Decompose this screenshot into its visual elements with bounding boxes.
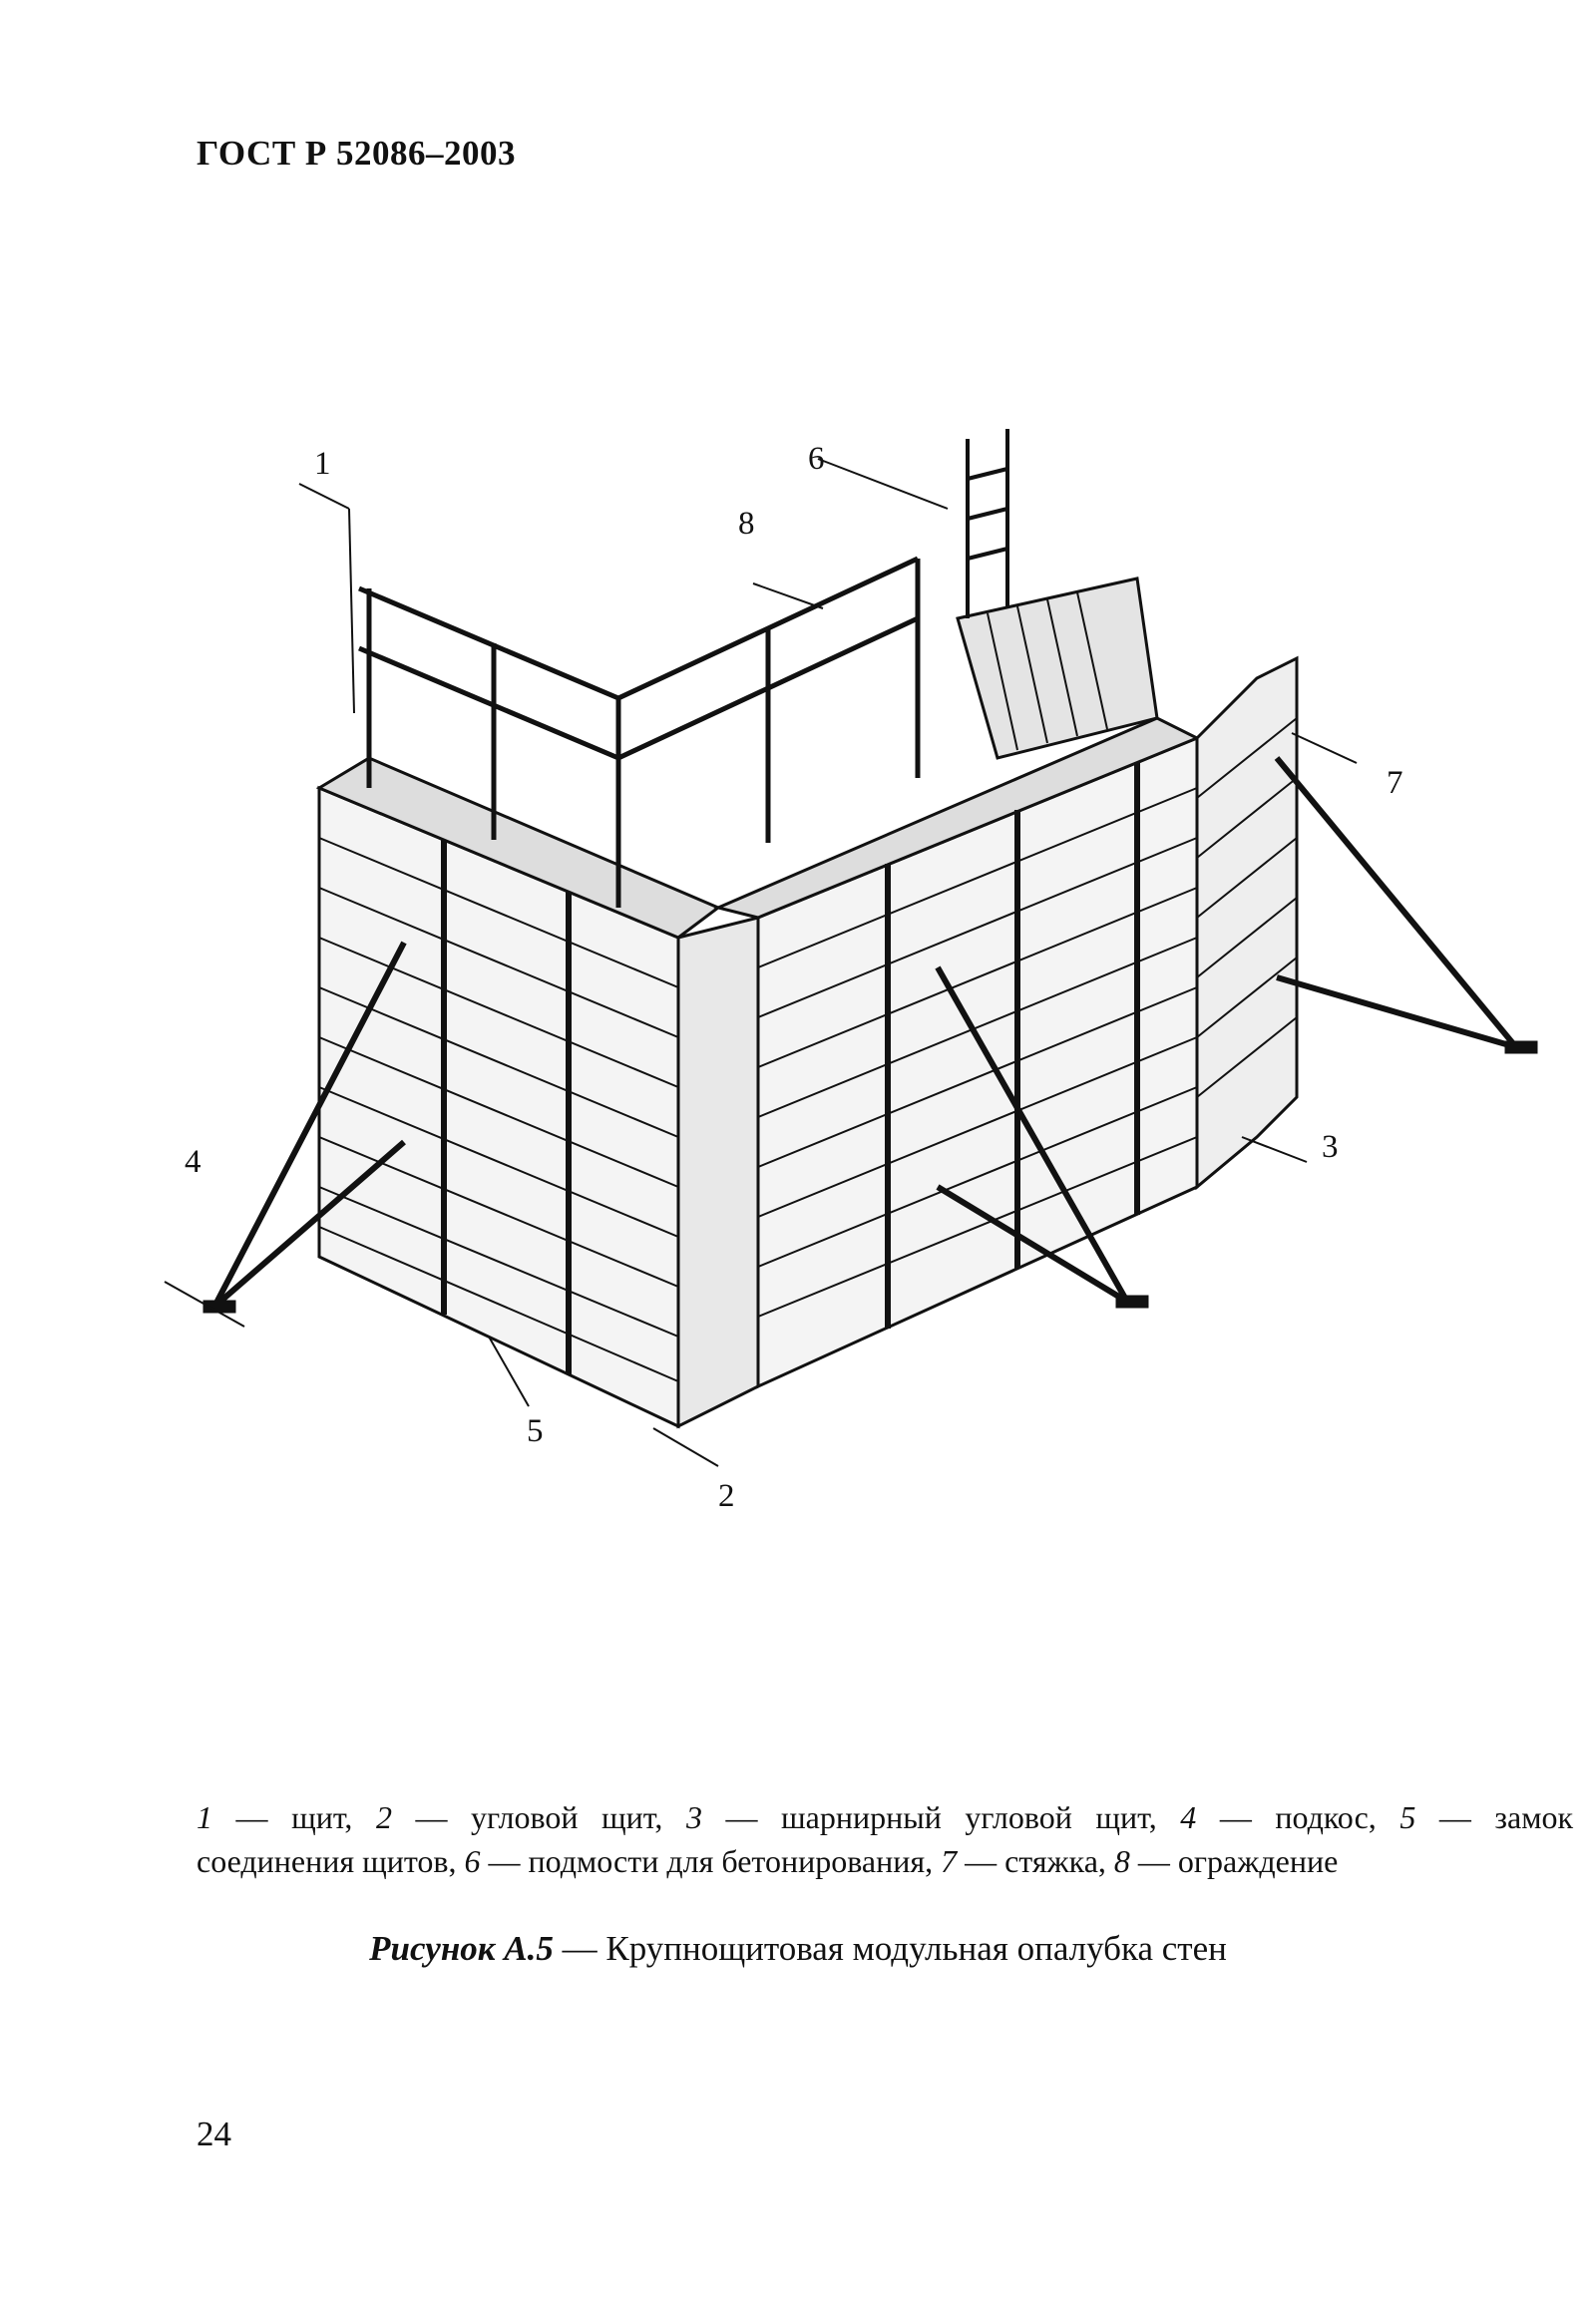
hinged-corner-panel — [1197, 658, 1297, 1187]
legend-text-2: — угловой щит, — [391, 1799, 686, 1835]
legend-num-1: 1 — [197, 1799, 212, 1835]
callout-5: 5 — [527, 1413, 544, 1449]
legend-text-8: — ограждение — [1129, 1843, 1339, 1879]
legend-num-3: 3 — [685, 1799, 702, 1835]
legend-num-4: 4 — [1180, 1799, 1197, 1835]
formwork-drawing — [185, 319, 1596, 1516]
formwork-illustration — [185, 319, 1596, 1516]
callout-8: 8 — [738, 506, 755, 542]
callout-3: 3 — [1322, 1129, 1339, 1165]
legend-num-7: 7 — [941, 1843, 958, 1879]
caption-separator: — — [553, 1929, 606, 1968]
callout-1: 1 — [314, 446, 331, 482]
callout-7: 7 — [1387, 765, 1403, 801]
figure-legend — [197, 1795, 1573, 1883]
legend-text-7: — стяжка, — [957, 1843, 1114, 1879]
document-header: ГОСТ Р 52086–2003 — [197, 134, 517, 173]
legend-text-1: — щит, — [212, 1799, 376, 1835]
legend-num-8: 8 — [1113, 1843, 1130, 1879]
legend-num-2: 2 — [375, 1799, 392, 1835]
page-number: 24 — [197, 2114, 231, 2153]
caption-label: Рисунок А.5 — [369, 1929, 554, 1968]
legend-text-5: — замок — [1415, 1799, 1574, 1835]
legend-text-3: — шарнирный угловой щит, — [701, 1799, 1181, 1835]
figure-caption — [0, 1929, 1596, 1969]
legend-text-4: — подкос, — [1196, 1799, 1400, 1835]
legend-line-2 — [197, 1839, 1573, 1883]
legend-text-5-cont: соединения щитов, — [197, 1843, 465, 1879]
legend-line-1 — [197, 1795, 1573, 1839]
legend-num-5: 5 — [1399, 1799, 1416, 1835]
legend-num-6: 6 — [464, 1843, 481, 1879]
callout-6: 6 — [808, 441, 825, 477]
callout-4: 4 — [185, 1144, 201, 1180]
legend-text-6: — подмости для бетонирования, — [480, 1843, 942, 1879]
callout-2: 2 — [718, 1478, 735, 1514]
caption-text: Крупнощитовая модульная опалубка стен — [605, 1929, 1227, 1968]
corner-panel — [678, 918, 758, 1426]
ladder — [968, 429, 1007, 618]
